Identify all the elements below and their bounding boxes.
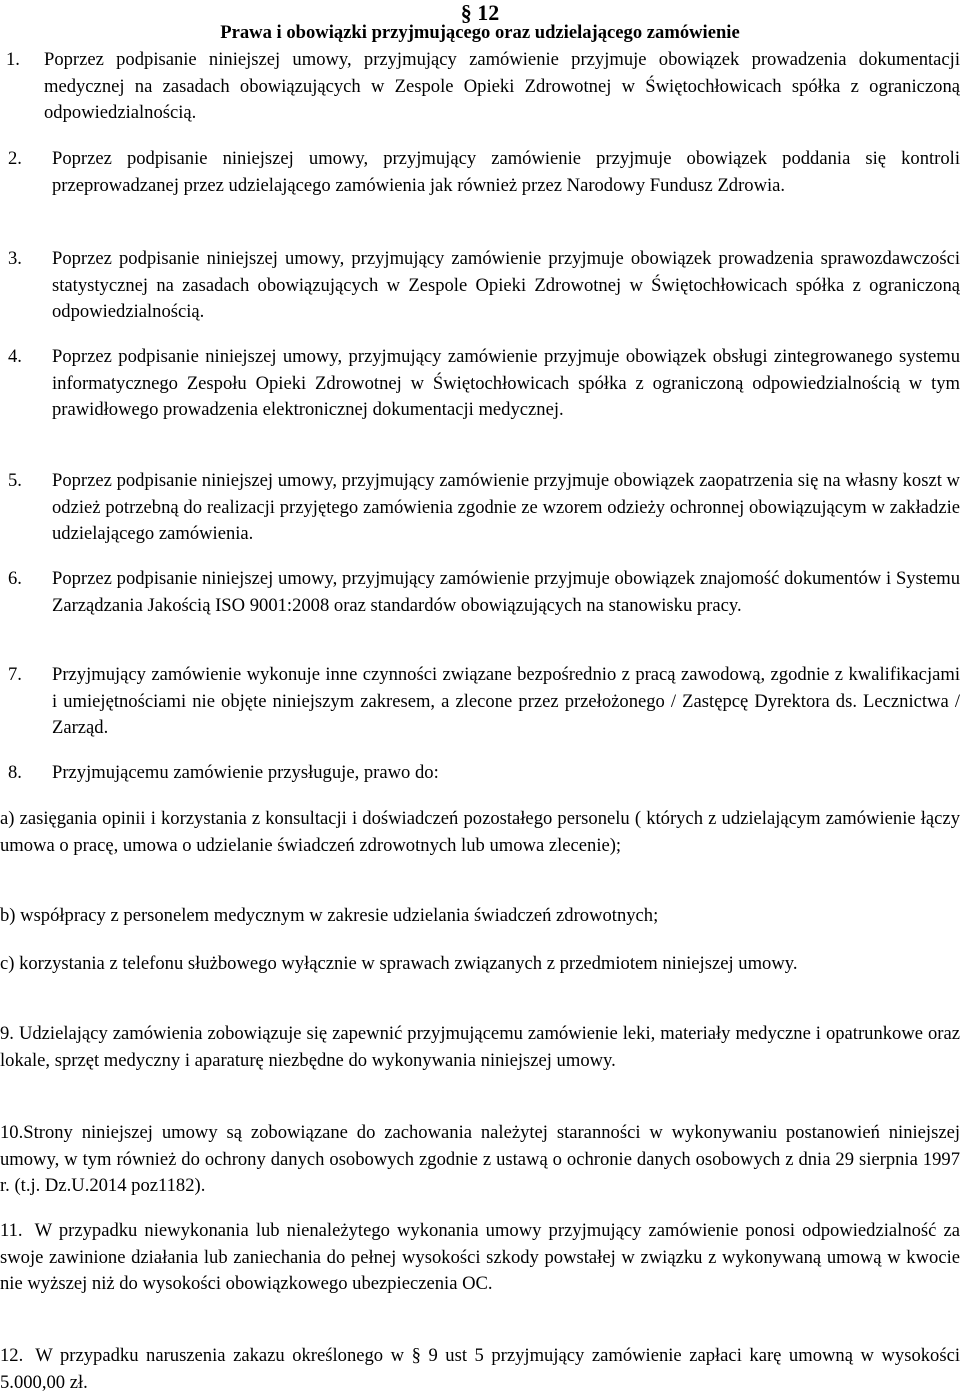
list-item-3 — [0, 246, 960, 326]
list-item-12 — [0, 1343, 960, 1396]
item-text: Przyjmujący zamówienie wykonuje inne czynności związane bezpośrednio z pracą zawodową, zgodnie z kwalifikacjami i umiejętnościami nie objęte niniejszym zakresem, a zlecone przez przełożonego / Zastępcę Dyrektora ds. Lecznictwa / Zarząd. — [52, 664, 960, 738]
item-text: Udzielający zamówienia zobowiązuje się zapewnić przyjmującemu zamówienie leki, materiały medyczne i opatrunkowe oraz lokale, sprzęt medyczny i aparaturę niezbędne do wykonywania niniejszej umowy. — [0, 1023, 960, 1071]
item-number: 9. — [0, 1023, 14, 1044]
item-text: W przypadku naruszenia zakazu określonego w § 9 ust 5 przyjmujący zamówienie zapłaci karę umowną w wysokości 5.000,00 zł. — [0, 1345, 960, 1393]
list-item-9 — [0, 1021, 960, 1074]
list-item-2 — [0, 146, 960, 199]
item-number: 11. — [0, 1220, 23, 1241]
list-item-11 — [0, 1218, 960, 1298]
item-text: W przypadku niewykonania lub nienależytego wykonania umowy przyjmujący zamówienie ponosi odpowiedzialność za swoje zawinione działania lub zaniechania do pełnej wysokości szkody powstałej w związku z wykonywaną umową w kwocie nie wyższej niż do wysokości obowiązkowego ubezpieczenia OC. — [0, 1220, 960, 1294]
item-number: 7. — [8, 664, 22, 685]
item-number: 6. — [8, 568, 22, 589]
section-number: § 12 — [460, 0, 500, 25]
section-title: Prawa i obowiązki przyjmującego oraz udzielającego zamówienie — [220, 22, 740, 43]
item-text: Strony niniejszej umowy są zobowiązane do zachowania należytej staranności w wykonywaniu postanowień niniejszej umowy, w tym również do ochrony danych osobowych zgodnie z ustawą o ochronie danych osobowych z dnia 29 sierpnia 1997 r. (t.j. Dz.U.2014 poz1182). — [0, 1122, 960, 1196]
sub-item-c: c) korzystania z telefonu służbowego wyłącznie w sprawach związanych z przedmiotem niniejszej umowy. — [0, 953, 798, 974]
item-text: Poprzez podpisanie niniejszej umowy, przyjmujący zamówienie przyjmuje obowiązek obsługi zintegrowanego systemu informatycznego Zespołu Opieki Zdrowotnej w Świętochłowicach spółka z ograniczoną odpowiedzialnością w tym prawidłowego prowadzenia elektronicznej dokumentacji medycznej. — [52, 346, 960, 420]
list-item-1 — [0, 47, 960, 127]
sub-item-b: b) współpracy z personelem medycznym w zakresie udzielania świadczeń zdrowotnych; — [0, 905, 659, 926]
item-text: Poprzez podpisanie niniejszej umowy, przyjmujący zamówienie przyjmuje obowiązek prowadzenia sprawozdawczości statystycznej na zasadach obowiązujących w Zespole Opieki Zdrowotnej w Świętochłowicach spółka z ograniczoną odpowiedzialnością. — [52, 248, 960, 322]
item-text: Poprzez podpisanie niniejszej umowy, przyjmujący zamówienie przyjmuje obowiązek znajomość dokumentów i Systemu Zarządzania Jakością ISO 9001:2008 oraz standardów obowiązujących na stanowisku pracy. — [52, 568, 960, 616]
item-text: Poprzez podpisanie niniejszej umowy, przyjmujący zamówienie przyjmuje obowiązek poddania się kontroli przeprowadzanej przez udzielającego zamówienia jak również przez Narodowy Fundusz Zdrowia. — [52, 148, 960, 196]
item-number: 4. — [8, 346, 22, 367]
list-item-5 — [0, 468, 960, 548]
item-text: Poprzez podpisanie niniejszej umowy, przyjmujący zamówienie przyjmuje obowiązek prowadzenia dokumentacji medycznej na zasadach obowiązujących w Zespole Opieki Zdrowotnej w Świętochłowicach spółka z ograniczoną odpowiedzialnością. — [44, 49, 960, 123]
list-item-10 — [0, 1120, 960, 1200]
item-text: Przyjmującemu zamówienie przysługuje, prawo do: — [52, 762, 439, 783]
list-item-6 — [0, 566, 960, 619]
list-item-8 — [0, 760, 960, 787]
list-item-7 — [0, 662, 960, 742]
item-number: 1. — [6, 49, 20, 70]
item-number: 5. — [8, 470, 22, 491]
sub-item-a: a) zasięgania opinii i korzystania z konsultacji i doświadczeń pozostałego personelu ( których z udzielającym zamówienie łączy umowa o pracę, umowa o udzielanie świadczeń zdrowotnych lub umowa zlecenie); — [0, 808, 960, 856]
item-number: 8. — [8, 762, 22, 783]
item-number: 2. — [8, 148, 22, 169]
list-item-4 — [0, 344, 960, 424]
item-number: 10. — [0, 1122, 24, 1143]
item-text: Poprzez podpisanie niniejszej umowy, przyjmujący zamówienie przyjmuje obowiązek zaopatrzenia się na własny koszt w odzież potrzebną do realizacji przyjętego zamówienia zgodnie ze wzorem odzieży ochronnej obowiązującym w zakładzie udzielającego zamówienia. — [52, 470, 960, 544]
item-number: 12. — [0, 1345, 24, 1366]
item-number: 3. — [8, 248, 22, 269]
